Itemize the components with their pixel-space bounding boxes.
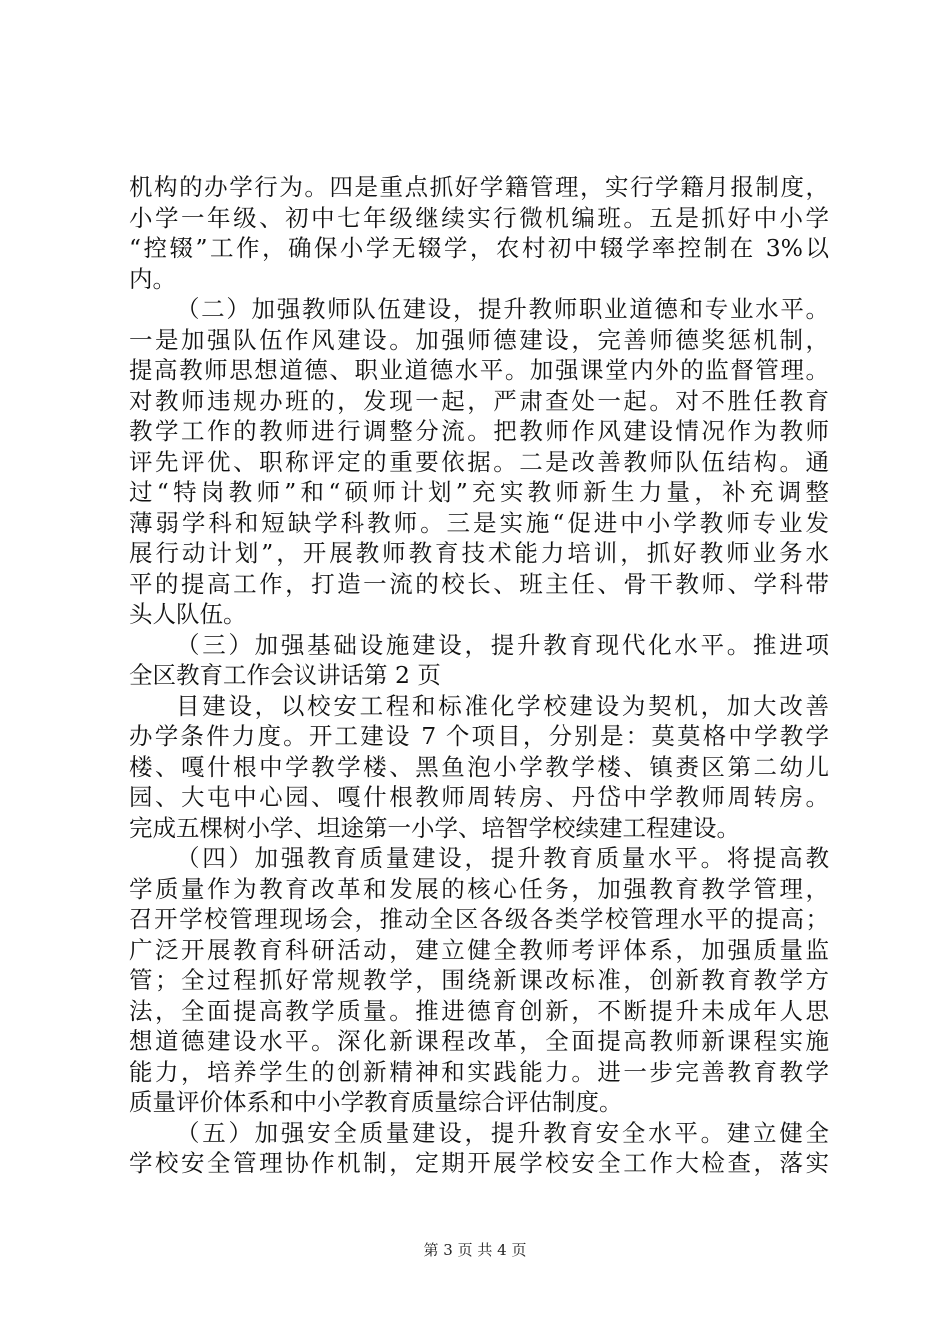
text-line: “控辍”工作，确保小学无辍学，农村初中辍学率控制在 3%以 — [129, 234, 829, 262]
page-footer: 第 3 页 共 4 页 — [423, 1241, 527, 1259]
text-line: 园、大屯中心园、嘎什根教师周转房、丹岱中学教师周转房。 — [129, 783, 829, 811]
text-line: 对教师违规办班的，发现一起，严肃查处一起。对不胜任教育 — [129, 386, 829, 415]
text-line: 展行动计划”，开展教师教育技术能力培训，抓好教师业务水 — [129, 539, 829, 567]
text-line: 完成五棵树小学、坦途第一小学、培智学校续建工程建设。 — [129, 813, 740, 842]
text-line: 一是加强队伍作风建设。加强师德建设，完善师德奖惩机制， — [129, 325, 829, 354]
text-line: 想道德建设水平。深化新课程改革，全面提高教师新课程实施 — [129, 1027, 829, 1055]
text-line: （二）加强教师队伍建设，提升教师职业道德和专业水平。 — [176, 295, 829, 323]
text-line: 能力，培养学生的创新精神和实践能力。进一步完善教育教学 — [129, 1057, 829, 1086]
text-line: 小学一年级、初中七年级继续实行微机编班。五是抓好中小学 — [129, 203, 829, 232]
text-line: 法，全面提高教学质量。推进德育创新，不断提升未成年人思 — [129, 996, 829, 1025]
text-line: 办学条件力度。开工建设 7 个项目，分别是：莫莫格中学教学 — [129, 722, 829, 750]
text-line: 教学工作的教师进行调整分流。把教师作风建设情况作为教师 — [129, 417, 829, 445]
text-line: 学质量作为教育改革和发展的核心任务，加强教育教学管理， — [129, 874, 829, 903]
text-line: 学校安全管理协作机制，定期开展学校安全工作大检查，落实 — [129, 1149, 829, 1177]
text-line: 机构的办学行为。四是重点抓好学籍管理，实行学籍月报制度， — [129, 173, 829, 201]
text-line: 过“特岗教师”和“硕师计划”充实教师新生力量，补充调整 — [129, 478, 829, 506]
text-line: 薄弱学科和短缺学科教师。三是实施“促进中小学教师专业发 — [129, 508, 829, 537]
text-line: 平的提高工作，打造一流的校长、班主任、骨干教师、学科带 — [129, 569, 829, 598]
document-body — [129, 172, 829, 1179]
text-line: 评先评优、职称评定的重要依据。二是改善教师队伍结构。通 — [129, 447, 829, 476]
text-line: （四）加强教育质量建设，提升教育质量水平。将提高教 — [176, 844, 829, 872]
text-line: （三）加强基础设施建设，提升教育现代化水平。推进项 — [176, 630, 829, 659]
text-line: 内。 — [129, 264, 176, 293]
text-line: 提高教师思想道德、职业道德水平。加强课堂内外的监督管理。 — [129, 356, 829, 384]
text-line: 全区教育工作会议讲话第 2 页 — [129, 661, 441, 689]
text-line: 召开学校管理现场会，推动全区各级各类学校管理水平的提高； — [129, 905, 829, 933]
text-line: 目建设，以校安工程和标准化学校建设为契机，加大改善 — [176, 691, 829, 720]
text-line: （五）加强安全质量建设，提升教育安全水平。建立健全 — [176, 1118, 829, 1147]
text-line: 质量评价体系和中小学教育质量综合评估制度。 — [129, 1088, 623, 1116]
text-line: 广泛开展教育科研活动，建立健全教师考评体系，加强质量监 — [129, 935, 829, 964]
text-line: 楼、嘎什根中学教学楼、黑鱼泡小学教学楼、镇赉区第二幼儿 — [129, 752, 829, 781]
text-line: 头人队伍。 — [129, 600, 247, 628]
text-line: 管；全过程抓好常规教学，围绕新课改标准，创新教育教学方 — [129, 966, 829, 994]
